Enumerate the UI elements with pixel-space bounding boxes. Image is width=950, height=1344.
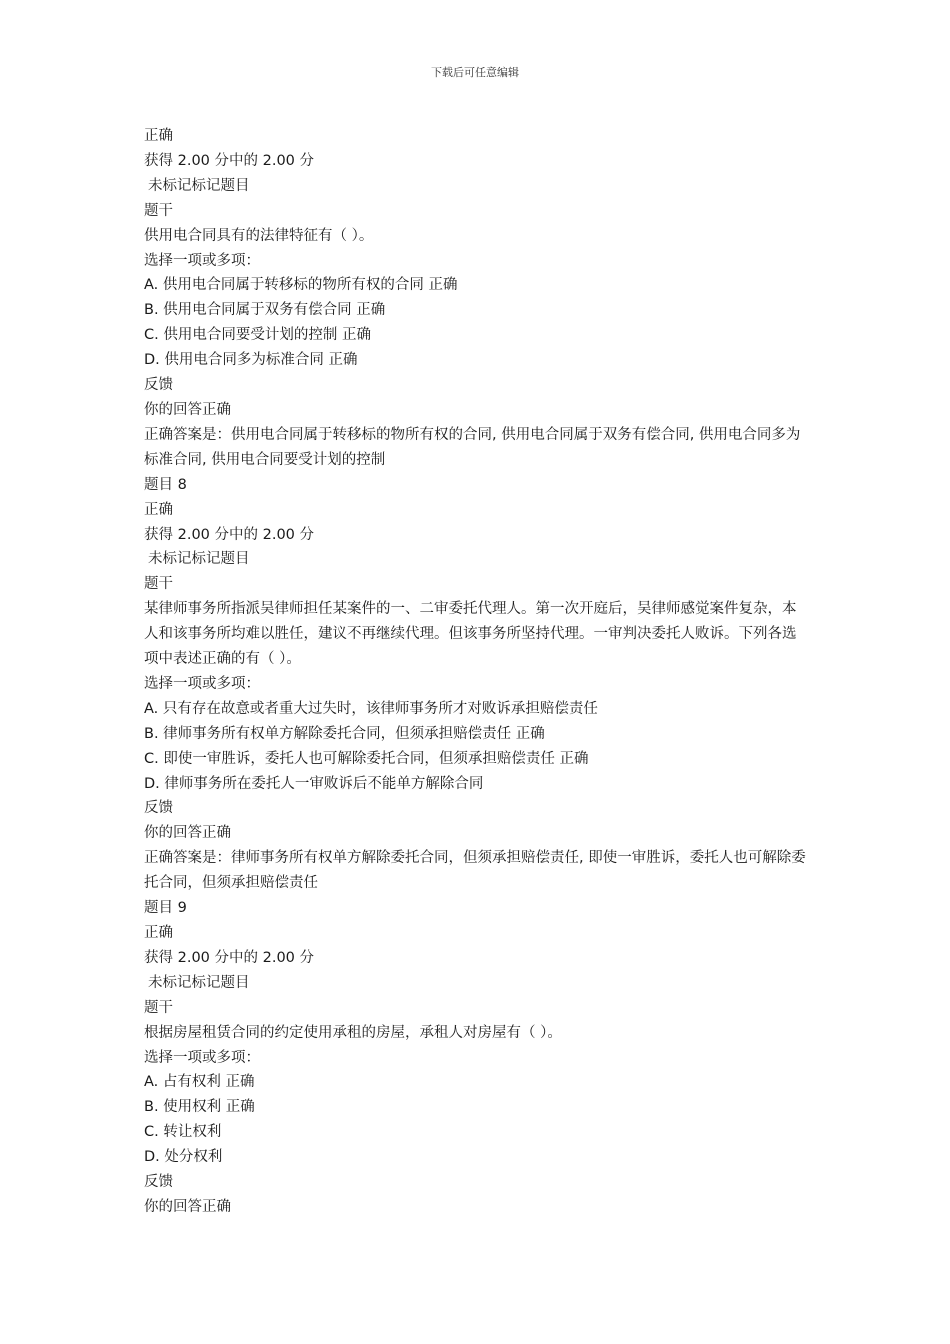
question-8-block	[144, 473, 808, 896]
question-7-block	[144, 124, 808, 473]
choice-prompt: 选择一项或多项：	[144, 1049, 260, 1066]
score-text: 获得 2.00 分中的 2.00 分	[144, 526, 315, 543]
question-text: 某律师事务所指派吴律师担任某案件的一、二审委托代理人。第一次开庭后，吴律师感觉案件复杂，本人和该事务所均难以胜任，建议不再继续代理。但该事务所坚持代理。一审判决委托人败诉。下列各选项中表述正确的有（ ）。	[144, 601, 797, 668]
option-d: D. 处分权利	[144, 1149, 223, 1166]
option-a: A. 只有存在故意或者重大过失时，该律师事务所才对败诉承担赔偿责任	[144, 700, 598, 717]
document-body	[144, 124, 808, 1220]
option-a: A. 供用电合同属于转移标的物所有权的合同 正确	[144, 277, 458, 294]
option-c: C. 转让权利	[144, 1124, 222, 1141]
flag-question-link[interactable]: 未标记标记题目	[148, 177, 250, 194]
page-header: 下载后可任意编辑	[431, 66, 519, 79]
option-d: D. 供用电合同多为标准合同 正确	[144, 352, 358, 369]
option-b: B. 供用电合同属于双务有偿合同 正确	[144, 302, 386, 319]
feedback-label: 反馈	[144, 377, 173, 394]
question-text: 根据房屋租赁合同的约定使用承租的房屋，承租人对房屋有（ ）。	[144, 1024, 562, 1041]
option-d: D. 律师事务所在委托人一审败诉后不能单方解除合同	[144, 775, 484, 792]
question-9-block	[144, 896, 808, 1220]
stem-label: 题干	[144, 999, 173, 1016]
your-answer-text: 你的回答正确	[144, 401, 231, 418]
option-b: B. 使用权利 正确	[144, 1099, 255, 1116]
correct-answer-text: 正确答案是：供用电合同属于转移标的物所有权的合同, 供用电合同属于双务有偿合同, 供用电合同多为标准合同, 供用电合同要受计划的控制	[144, 426, 801, 468]
score-text: 获得 2.00 分中的 2.00 分	[144, 949, 315, 966]
option-c: C. 即使一审胜诉，委托人也可解除委托合同，但须承担赔偿责任 正确	[144, 750, 589, 767]
option-c: C. 供用电合同要受计划的控制 正确	[144, 327, 371, 344]
your-answer-text: 你的回答正确	[144, 825, 231, 842]
score-text: 获得 2.00 分中的 2.00 分	[144, 152, 315, 169]
stem-label: 题干	[144, 576, 173, 593]
feedback-label: 反馈	[144, 1174, 173, 1191]
feedback-label: 反馈	[144, 800, 173, 817]
correct-answer-text: 正确答案是：律师事务所有权单方解除委托合同，但须承担赔偿责任, 即使一审胜诉，委托人也可解除委托合同，但须承担赔偿责任	[144, 850, 806, 892]
question-number: 题目 9	[144, 900, 187, 917]
your-answer-text: 你的回答正确	[144, 1198, 231, 1215]
stem-label: 题干	[144, 202, 173, 219]
status-text: 正确	[144, 501, 173, 518]
option-a: A. 占有权利 正确	[144, 1074, 255, 1091]
flag-question-link[interactable]: 未标记标记题目	[148, 974, 250, 991]
question-text: 供用电合同具有的法律特征有（ ）。	[144, 227, 374, 244]
choice-prompt: 选择一项或多项：	[144, 675, 260, 692]
option-b: B. 律师事务所有权单方解除委托合同，但须承担赔偿责任 正确	[144, 725, 545, 742]
status-text: 正确	[144, 128, 173, 144]
status-text: 正确	[144, 925, 173, 941]
question-number: 题目 8	[144, 476, 187, 493]
choice-prompt: 选择一项或多项：	[144, 252, 260, 269]
flag-question-link[interactable]: 未标记标记题目	[148, 551, 250, 568]
